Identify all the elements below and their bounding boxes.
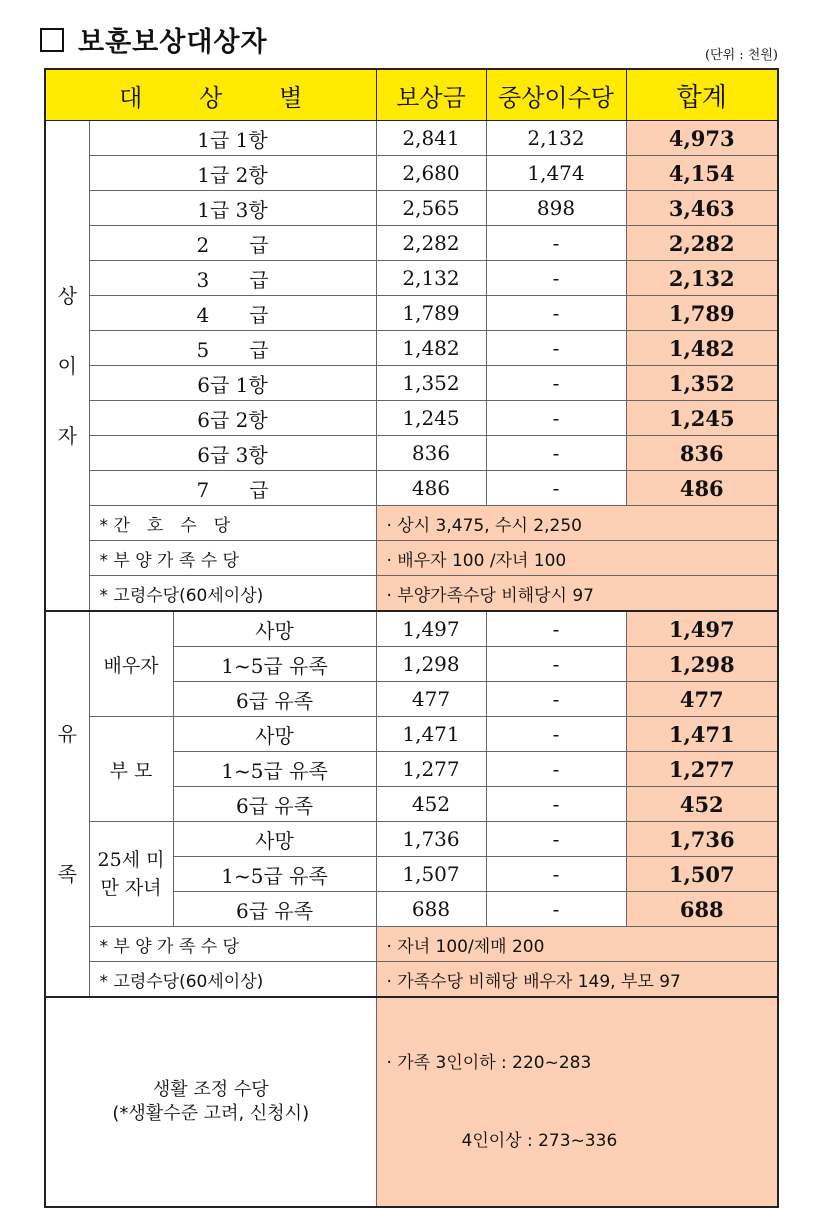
subgroup-children: 25세 미만 자녀 [89,822,173,927]
total-cell: 4,973 [626,121,778,156]
total-cell: 1,277 [626,752,778,787]
comp-cell: 2,680 [376,156,486,191]
note-label: * 간 호 수 당 [89,506,376,541]
comp-cell: 1,471 [376,717,486,752]
grade-cell: 2 급 [89,226,376,261]
comp-cell: 1,497 [376,611,486,647]
severe-cell: - [486,752,626,787]
severe-cell: - [486,436,626,471]
severe-cell: - [486,366,626,401]
subgroup-parents: 부 모 [89,717,173,822]
header-total: 합계 [626,69,778,121]
severe-cell: - [486,682,626,717]
note-value: · 가족수당 비해당 배우자 149, 부모 97 [376,962,778,998]
note-value: · 자녀 100/제매 200 [376,927,778,962]
total-cell: 486 [626,471,778,506]
title-text: 보훈보상대상자 [78,27,268,58]
total-cell: 1,482 [626,331,778,366]
total-cell: 3,463 [626,191,778,226]
note-value: · 부양가족수당 비해당시 97 [376,576,778,612]
grade-cell: 1급 3항 [89,191,376,226]
type-cell: 사망 [173,822,376,857]
severe-cell: 2,132 [486,121,626,156]
comp-cell: 1,482 [376,331,486,366]
total-cell: 1,352 [626,366,778,401]
severe-cell: - [486,611,626,647]
comp-cell: 1,736 [376,822,486,857]
total-cell: 1,298 [626,647,778,682]
severe-cell: - [486,401,626,436]
header-target: 대 상 별 [45,69,376,121]
severe-cell: - [486,261,626,296]
severe-cell: - [486,647,626,682]
comp-cell: 1,277 [376,752,486,787]
note-label: * 부 양 가 족 수 당 [89,541,376,576]
total-cell: 1,736 [626,822,778,857]
grade-cell: 6급 3항 [89,436,376,471]
type-cell: 1~5급 유족 [173,752,376,787]
note-label: * 고령수당(60세이상) [89,576,376,612]
total-cell: 2,282 [626,226,778,261]
total-cell: 452 [626,787,778,822]
type-cell: 사망 [173,717,376,752]
checkbox-square-icon [40,28,64,52]
grade-cell: 4 급 [89,296,376,331]
severe-cell: - [486,822,626,857]
comp-cell: 2,565 [376,191,486,226]
severe-cell: - [486,296,626,331]
total-cell: 1,245 [626,401,778,436]
compensation-table [44,68,779,1208]
living-allowance-label: 생활 조정 수당 (*생활수준 고려, 신청시) [45,997,376,1207]
total-cell: 477 [626,682,778,717]
comp-cell: 2,132 [376,261,486,296]
severe-cell: - [486,226,626,261]
comp-cell: 1,298 [376,647,486,682]
type-cell: 6급 유족 [173,682,376,717]
living-allowance-value: · 가족 3인이하 : 220~283 4인이상 : 273~336 [376,997,778,1207]
header-severe-allowance: 중상이수당 [486,69,626,121]
severe-cell: - [486,892,626,927]
type-cell: 1~5급 유족 [173,647,376,682]
note-label: * 부 양 가 족 수 당 [89,927,376,962]
comp-cell: 1,789 [376,296,486,331]
grade-cell: 7 급 [89,471,376,506]
page-title [40,20,268,59]
severe-cell: 898 [486,191,626,226]
comp-cell: 486 [376,471,486,506]
type-cell: 사망 [173,611,376,647]
total-cell: 836 [626,436,778,471]
total-cell: 688 [626,892,778,927]
unit-label: (단위 : 천원) [704,48,778,63]
note-label: * 고령수당(60세이상) [89,962,376,998]
total-cell: 4,154 [626,156,778,191]
group-bereaved: 유 족 [45,611,89,997]
group-wounded: 상 이 자 [45,121,89,612]
note-value: · 상시 3,475, 수시 2,250 [376,506,778,541]
total-cell: 1,507 [626,857,778,892]
header-compensation: 보상금 [376,69,486,121]
comp-cell: 477 [376,682,486,717]
grade-cell: 3 급 [89,261,376,296]
note-value: · 배우자 100 /자녀 100 [376,541,778,576]
severe-cell: - [486,717,626,752]
severe-cell: - [486,787,626,822]
grade-cell: 5 급 [89,331,376,366]
comp-cell: 452 [376,787,486,822]
comp-cell: 688 [376,892,486,927]
grade-cell: 1급 1항 [89,121,376,156]
grade-cell: 6급 2항 [89,401,376,436]
subgroup-spouse: 배우자 [89,611,173,717]
grade-cell: 6급 1항 [89,366,376,401]
total-cell: 1,497 [626,611,778,647]
grade-cell: 1급 2항 [89,156,376,191]
total-cell: 2,132 [626,261,778,296]
severe-cell: - [486,857,626,892]
type-cell: 6급 유족 [173,892,376,927]
comp-cell: 836 [376,436,486,471]
severe-cell: - [486,331,626,366]
severe-cell: 1,474 [486,156,626,191]
comp-cell: 1,245 [376,401,486,436]
type-cell: 6급 유족 [173,787,376,822]
type-cell: 1~5급 유족 [173,857,376,892]
comp-cell: 2,282 [376,226,486,261]
comp-cell: 1,352 [376,366,486,401]
total-cell: 1,789 [626,296,778,331]
comp-cell: 1,507 [376,857,486,892]
severe-cell: - [486,471,626,506]
total-cell: 1,471 [626,717,778,752]
comp-cell: 2,841 [376,121,486,156]
